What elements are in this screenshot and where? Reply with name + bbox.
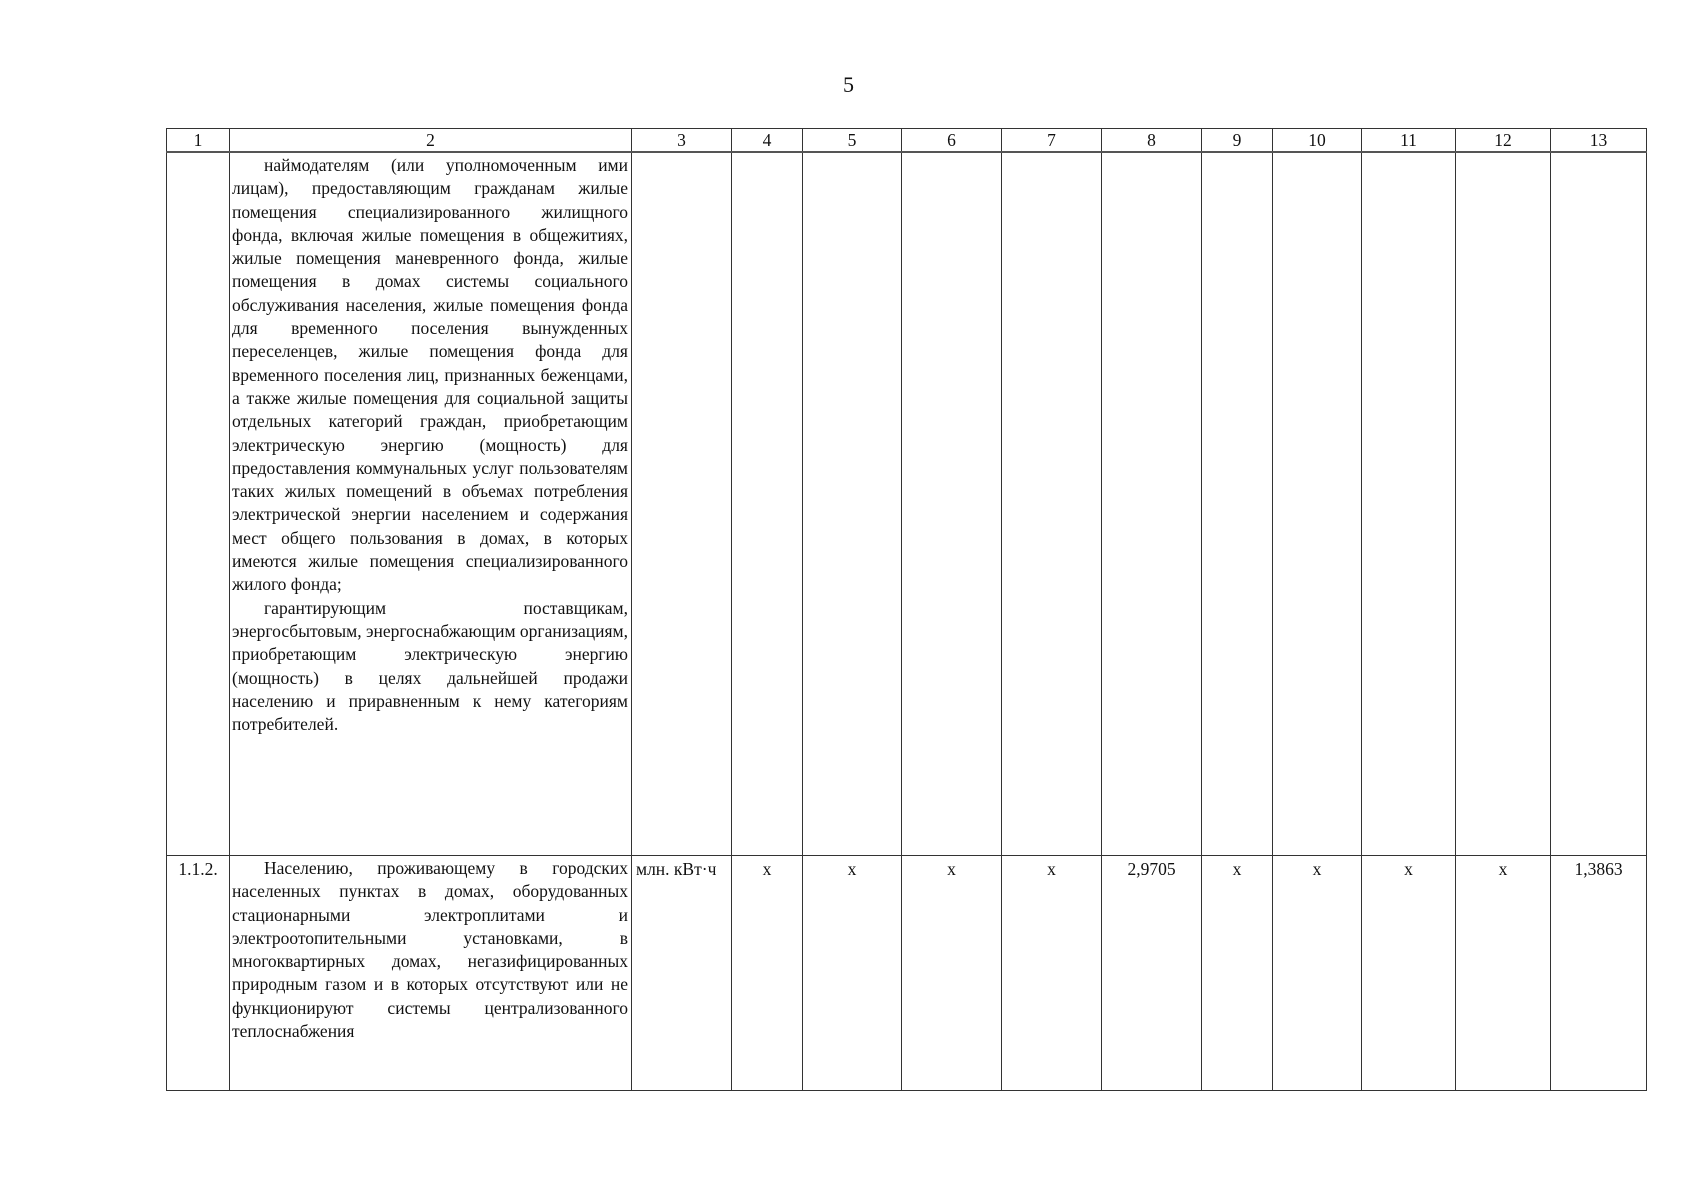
- column-number-header-row: [167, 129, 1647, 153]
- column-header: 10: [1273, 129, 1362, 153]
- value-cell-col7: [1002, 152, 1102, 856]
- description-paragraph: наймодателям (или уполномоченным ими лицам), предоставляющим гражданам жилые помещения специализированного жилищного фонда, включая жилые помещения в общежитиях, жилые помещения маневренного фонда, жилые помещения в домах системы социального обслуживания населения, жилые помещения фонда для временного поселения вынужденных переселенцев, жилые помещения фонда для временного поселения лиц, признанных беженцами, а также жилые помещения для социальной защиты отдельных категорий граждан, приобретающим электрическую энергию (мощность) для предоставления коммунальных услуг пользователям таких жилых помещений в объемах потребления электрической энергии населением и содержания мест общего пользования в домах, в которых имеются жилые помещения специализированного жилого фонда;: [232, 155, 628, 595]
- value-cell-col6: [902, 152, 1002, 856]
- value-cell-col10: х: [1273, 856, 1362, 1091]
- value-cell-col9: х: [1202, 856, 1273, 1091]
- value-cell-col12: х: [1456, 856, 1551, 1091]
- data-table: [166, 128, 1647, 1091]
- column-header: 2: [230, 129, 632, 153]
- description-paragraph: Населению, проживающему в городских населенных пунктах в домах, оборудованных стационарными электроплитами и электроотопительными установками, в многоквартирных домах, негазифицированных природным газом и в которых отсутствуют или не функционируют системы централизованного теплоснабжения: [232, 858, 628, 1042]
- column-header: 7: [1002, 129, 1102, 153]
- column-header: 4: [732, 129, 803, 153]
- column-header: 1: [167, 129, 230, 153]
- value-cell-col11: х: [1362, 856, 1456, 1091]
- value-cell-col8: 2,9705: [1102, 856, 1202, 1091]
- value-cell-col6: х: [902, 856, 1002, 1091]
- column-header: 9: [1202, 129, 1273, 153]
- row-number-cell: [167, 152, 230, 856]
- column-header: 11: [1362, 129, 1456, 153]
- value-cell-col12: [1456, 152, 1551, 856]
- value-cell-col5: х: [803, 856, 902, 1091]
- value-cell-col4: [732, 152, 803, 856]
- value-cell-col7: х: [1002, 856, 1102, 1091]
- column-header: 5: [803, 129, 902, 153]
- value-cell-col9: [1202, 152, 1273, 856]
- column-header: 13: [1551, 129, 1647, 153]
- column-header: 3: [632, 129, 732, 153]
- unit-cell: [632, 152, 732, 856]
- row-number-cell: 1.1.2.: [167, 856, 230, 1091]
- column-header: 8: [1102, 129, 1202, 153]
- page-number: 5: [843, 72, 854, 97]
- value-cell-col11: [1362, 152, 1456, 856]
- column-header: 12: [1456, 129, 1551, 153]
- row-description-cell: [230, 856, 632, 1091]
- column-header: 6: [902, 129, 1002, 153]
- value-cell-col8: [1102, 152, 1202, 856]
- table-row-continuation: [167, 152, 1647, 856]
- value-cell-col5: [803, 152, 902, 856]
- description-paragraph: гарантирующим поставщикам, энергосбытовым, энергоснабжающим организациям, приобретающим электрическую энергию (мощность) в целях дальнейшей продажи населению и приравненным к нему категориям потребителей.: [232, 597, 628, 735]
- row-description-cell: [230, 152, 632, 856]
- value-cell-col13: [1551, 152, 1647, 856]
- unit-cell: млн. кВт·ч: [632, 856, 732, 1091]
- value-cell-col4: х: [732, 856, 803, 1091]
- value-cell-col13: 1,3863: [1551, 856, 1647, 1091]
- value-cell-col10: [1273, 152, 1362, 856]
- table-row-1-1-2: [167, 856, 1647, 1091]
